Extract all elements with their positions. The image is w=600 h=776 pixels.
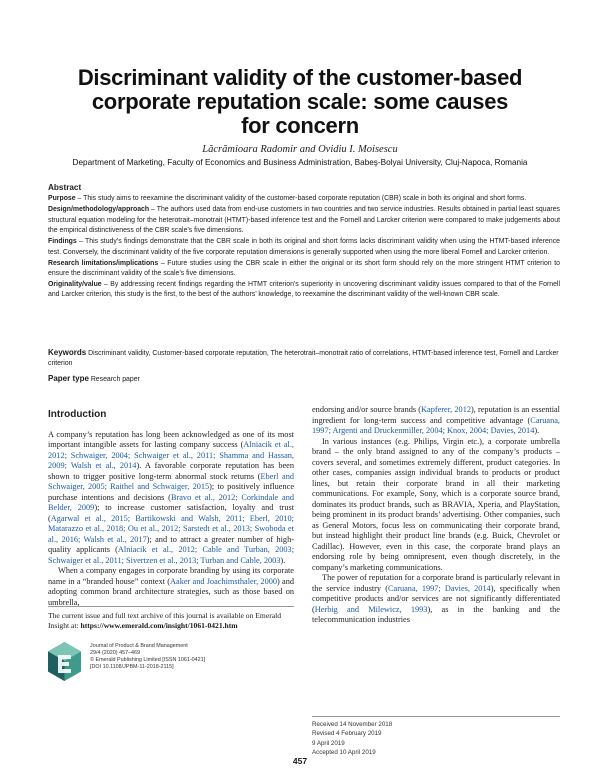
originality-label: Originality/value: [48, 281, 102, 289]
limitations-label: Research limitations/implications: [48, 259, 159, 267]
abstract: [48, 183, 560, 301]
text: ), as in the banking and the telecommunication industries: [312, 604, 560, 624]
dates-divider: [312, 716, 560, 717]
date-accepted: Accepted 10 April 2019: [312, 749, 376, 757]
paper-type-label: Paper type: [48, 374, 89, 383]
footnote: [48, 611, 294, 630]
citation-link[interactable]: Aaker and Joachimsthaler, 2000: [170, 576, 278, 586]
title-line-2: corporate reputation scale: some causes: [91, 89, 509, 114]
citation-link[interactable]: Bravo et al., 2012; Corkindale and Belder, 2009: [48, 492, 294, 512]
introduction-heading: Introduction: [48, 409, 107, 420]
article-dates: [312, 716, 512, 758]
article-title: [40, 66, 560, 138]
abstract-limitations: [48, 259, 560, 280]
right-column: [312, 405, 560, 626]
abstract-heading: Abstract: [48, 183, 82, 192]
paragraph-5: [312, 573, 560, 626]
purpose-text: – This study aims to reexamine the discriminant validity of the customer-based corporate reputation (CBR) scale in both its original and short forms.: [75, 195, 527, 203]
paper-type: [48, 374, 560, 383]
text: A company’s reputation has long been acknowledged as one of its most important intangible assets for lasting company success (: [48, 429, 294, 449]
paragraph-2: [48, 566, 294, 608]
text: The power of reputation for a corporate brand is particularly relevant in the service industry (: [312, 573, 560, 593]
authors: Lăcrămioara Radomir and Ovidiu I. Moisescu: [202, 144, 398, 155]
title-line-3: for concern: [241, 113, 359, 138]
text: ).: [534, 426, 540, 435]
abstract-purpose: [48, 194, 560, 204]
emerald-logo-icon: [48, 642, 81, 681]
page-number: 457: [292, 756, 308, 766]
paragraph-3: [312, 405, 560, 437]
citation-link[interactable]: Herbig and Milewicz, 1993: [314, 604, 428, 614]
keywords-label: Keywords: [48, 348, 87, 357]
text: When a company engages in corporate branding by using its corporate name in a “branded house” context (: [48, 566, 294, 586]
text: ) and adopting common brand architecture strategies, such as those based on umbrella,: [48, 576, 294, 607]
abstract-design: [48, 205, 560, 236]
abstract-originality: [48, 280, 560, 301]
journal-volume: 29/4 (2020) 457–469: [90, 650, 141, 657]
citation-link[interactable]: Caruana, 1997; Davies, 2014: [387, 583, 491, 593]
text: ).: [280, 555, 286, 565]
citation-link[interactable]: Alniacik et al., 2012; Cable and Turban, 2003; Schwaiger et al., 2011; Sivertzen et al., 2013; Turban and Cable, 2003: [48, 545, 294, 565]
design-label: Design/methodology/approach: [48, 206, 150, 214]
text: ), reputation is an essential ingredient for long-term success and competitive advantage (: [312, 405, 560, 425]
paper-type-text: Research paper: [88, 376, 140, 383]
paragraph-4: In various instances (e.g. Philips, Virgin etc.), a corporate umbrella brand – the only brand assigned to any of the company’s products – covers several, and sometimes extremely different, product categories. In other cases, companies assign individual brands to products or product lines, but retain their corporate brand in all their marketing communications. For example, Sony, which is a corporate source brand, dominates its product brands, such as BRAVIA, Xperia, and PlayStation, being prominent in its product brands’ advertising. Other companies, such as General Motors, focus less on communicating their corporate brand, but instead highlight their product line brands (e.g. Buick, Chevrolet or Cadillac). However, even in this case, the corporate brand plays an endorsing role by being omnipresent, even though discretely, in the company’s marketing communications.: [312, 436, 560, 572]
citation-link[interactable]: Eberl and Schwaiger, 2005; Raithel and Schwaiger, 2015: [48, 471, 294, 491]
paragraph-1: [48, 430, 294, 567]
left-column: [48, 410, 294, 608]
keywords: [48, 348, 560, 370]
journal-info: [90, 643, 290, 671]
date-received: Received 14 November 2018: [312, 721, 393, 728]
citation-link[interactable]: Alniacik et al., 2012; Schwaiger, 2004; Schwaiger et al., 2011; Shamma and Hassan, 2009; Walsh et al., 2014: [48, 440, 295, 470]
citation-link[interactable]: Agarwal et al., 2015; Bartikowski and Walsh, 2011; Eberl, 2010; Matarazzo et al., 2018; Ou et al., 2012; Sarstedt et al., 2013; Swoboda et al., 2016; Walsh et al., 2017: [48, 513, 294, 544]
originality-text: – By addressing recent findings regarding the HTMT criterion’s superiority in uncovering discriminant validity issues compared to that of the Fornell and Larcker criterion, this study is the first, to the best of the authors’ knowledge, to reexamine the discriminant validity of the well-known CBR scale.: [48, 281, 560, 299]
keywords-text: Discriminant validity, Customer-based corporate reputation, The heterotrait–monotrait ratio of correlations, HTMT-based inference test, Fornell and Larcker criterion: [48, 350, 559, 368]
text: endorsing and/or source brands (: [312, 405, 422, 414]
citation-link[interactable]: Caruana, 1997; Argenti and Druckenmiller, 2004; Knox, 2004; Davies, 2014: [312, 415, 560, 435]
journal-name: Journal of Product & Brand Management: [90, 643, 188, 649]
journal-doi[interactable]: [DOI 10.1108/JPBM-11-2018-2115]: [90, 664, 174, 671]
findings-text: – This study’s findings demonstrate that the CBR scale in both its original and short forms lacks discriminant validity when using the HTMT-based inference test. Conversely, the discriminant validity of the five corporate reputation dimensions is generally supported when using the more liberal Fornell and Larcker criterion.: [48, 238, 560, 256]
date-revised: Revised 4 February 2019: [312, 730, 382, 738]
text: ); and to attract a greater number of high-quality applicants (: [48, 534, 294, 554]
title-line-1: Discriminant validity of the customer-based: [77, 65, 523, 90]
abstract-findings: [48, 237, 560, 258]
purpose-label: Purpose: [48, 195, 76, 203]
date-revised-2: 9 April 2019: [312, 739, 345, 747]
journal-publisher: © Emerald Publishing Limited [ISSN 1061-0421]: [90, 657, 206, 664]
citation-link[interactable]: Kapferer, 2012: [421, 405, 471, 414]
limitations-text: – Future studies using the CBR scale in either the original or its short form should rely on the more stringent HTMT criterion to ensure the discriminant validity of the scale’s five dimensions.: [48, 259, 560, 278]
text: ); to increase customer satisfaction, loyalty and trust (: [48, 503, 295, 523]
text: ). A favorable corporate reputation has been shown to trigger positive long-term abnormal stock returns (: [48, 461, 294, 481]
text: ); to positively influence purchase intentions and decisions (: [48, 482, 295, 502]
findings-label: Findings: [48, 238, 77, 246]
text: ), specifically when competitive products and/or services are not significantly differentiated (: [312, 583, 561, 614]
footnote-divider: [48, 606, 294, 607]
design-text: – The authors used data from end-use customers in two countries and two service industries. Results obtained in partial least squares structural equation modeling for the heterotrait–monotrait (HTMT)-based inference test and the Fornell and Larcker criterion were compared to make judgements about the empirical distinctiveness of the CBR scale’s five dimensions.: [48, 206, 560, 235]
footnote-text: The current issue and full text archive of this journal is available on Emerald Insight at:: [48, 611, 282, 630]
affiliation: Department of Marketing, Faculty of Economics and Business Administration, Babeş-Bolyai University, Cluj-Napoca, Romania: [72, 158, 528, 167]
archive-url[interactable]: https://www.emerald.com/insight/1061-0421.htm: [80, 620, 238, 630]
